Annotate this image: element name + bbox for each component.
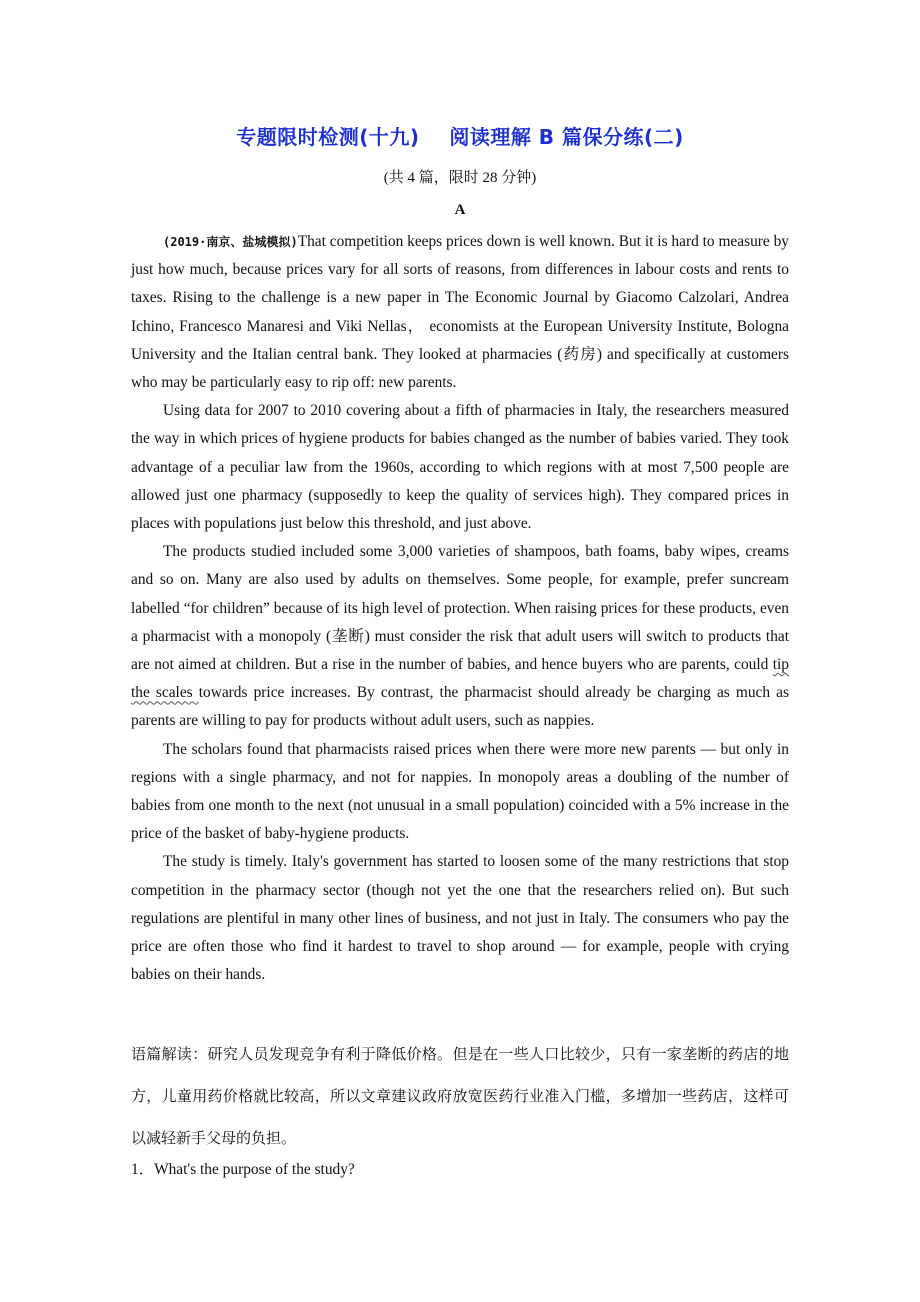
paragraph-4: The scholars found that pharmacists raised prices when there were more new parents — but only in regions with a single pharmacy, and not for nappies. In monopoly areas a doubling of the number of babies from one month to the next (not unusual in a small population) coincided with a 5% increase in the price of the basket of baby-hygiene products. bbox=[131, 740, 789, 843]
paragraph-2: Using data for 2007 to 2010 covering about a fifth of pharmacies in Italy, the researchers measured the way in which prices of hygiene products for babies changed as the number of babies varied. They took advantage of a peculiar law from the 1960s, according to which regions with at most 7,500 people are allowed just one pharmacy (supposedly to keep the quality of services high). They compared prices in places with populations just below this threshold, and just above. bbox=[131, 402, 789, 533]
paragraph-5: The study is timely. Italy's government has started to loosen some of the many restrictions that stop competition in the pharmacy sector (though not yet the one that the researchers relied on). But such regulations are plentiful in many other lines of business, and not just in Italy. The consumers who pay the price are often those who find it hardest to travel to shop around — for example, people with crying babies on their hands. bbox=[131, 853, 789, 984]
paragraph-3-text-a: The products studied included some 3,000 varieties of shampoos, bath foams, baby wipes, creams and so on. Many are also used by adults on themselves. Some people, for example, prefer suncream labelled “for children” because of its high level of protection. When raising prices for these products, even a pharmacist with a monopoly (垄断) must consider the risk that adult users will switch to products that are not aimed at children. But a rise in the number of babies, and hence buyers who are parents, could bbox=[131, 543, 789, 674]
section-label: A bbox=[454, 202, 466, 218]
paragraph-1 bbox=[131, 228, 789, 397]
passage-commentary: 语篇解读：研究人员发现竞争有利于降低价格。但是在一些人口比较少，只有一家垄断的药店的地方，儿童用药价格就比较高，所以文章建议政府放宽医药行业准入门槛，多增加一些药店，这样可以减轻新手父母的负担。 bbox=[131, 1045, 789, 1147]
page-subtitle: (共 4 篇，限时 28 分钟) bbox=[383, 170, 537, 186]
passage bbox=[131, 228, 789, 989]
question-1: 1．What's the purpose of the study? bbox=[131, 1161, 355, 1178]
page-title: 专题限时检测(十九) 阅读理解 B 篇保分练(二) bbox=[236, 125, 684, 149]
paragraph-3-text-b: towards price increases. By contrast, the pharmacist should already be charging as much as parents are willing to pay for products without adult users, such as nappies. bbox=[131, 684, 789, 730]
paragraph-1-text: That competition keeps prices down is well known. But it is hard to measure by just how much, because prices vary for all sorts of reasons, from differences in labour costs and rents to taxes. Rising to the challenge is a new paper in The Economic Journal by Giacomo Calzolari, Andrea Ichino, Francesco Manaresi and Viki Nellas， economists at the European University Institute, Bologna University and the Italian central bank. They looked at pharmacies (药房) and specifically at customers who may be particularly easy to rip off: new parents. bbox=[131, 233, 789, 392]
source-note: (2019·南京、盐城模拟) bbox=[163, 235, 298, 249]
paragraph-3 bbox=[131, 538, 789, 735]
underlined-phrase: tip the scales bbox=[131, 656, 789, 702]
